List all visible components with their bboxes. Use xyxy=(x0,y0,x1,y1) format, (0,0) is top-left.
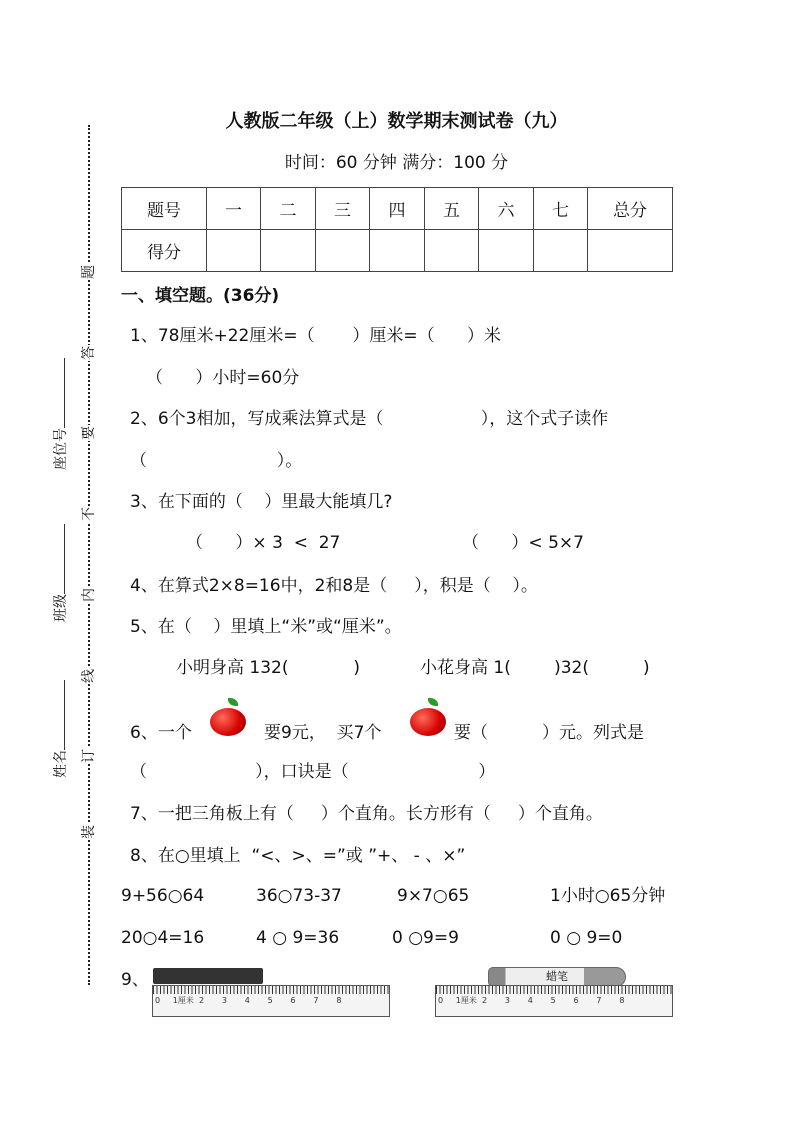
question-6-c: 要（ ）元。列式是 xyxy=(454,723,645,743)
header-cell: 总分 xyxy=(588,188,673,230)
score-cell[interactable] xyxy=(425,230,479,272)
score-cell[interactable] xyxy=(588,230,673,272)
compare-item: 4 ○ 9=36 xyxy=(256,928,340,948)
crayon-image xyxy=(488,967,626,987)
ruler-numbers: 0 1厘米 2 3 4 5 6 7 8 xyxy=(155,996,342,1005)
question-5-c: 小花身高 1( )32( ) xyxy=(420,658,650,678)
header-cell: 四 xyxy=(370,188,425,230)
header-cell: 三 xyxy=(316,188,370,230)
question-3-b: （ ）× 3 < 27 xyxy=(186,533,341,553)
class-label: 班级 xyxy=(53,594,69,622)
ruler-image xyxy=(152,985,390,1017)
header-cell: 七 xyxy=(534,188,588,230)
question-9: 9、 xyxy=(121,970,149,990)
question-1-b: （ ）小时=60分 xyxy=(146,368,300,388)
section-heading: 一、填空题。(36分) xyxy=(121,286,280,306)
question-2: 2、6个3相加，写成乘法算式是（ ），这个式子读作 xyxy=(130,409,609,429)
score-cell[interactable] xyxy=(207,230,261,272)
question-4: 4、在算式2×8=16中，2和8是（ ），积是（ ）。 xyxy=(130,576,538,596)
header-cell: 五 xyxy=(425,188,479,230)
compare-item: 1小时○65分钟 xyxy=(550,886,666,906)
question-6: 6、一个 xyxy=(130,723,192,743)
question-1: 1、78厘米+22厘米=（ ）厘米=（ ）米 xyxy=(130,326,502,346)
compare-item: 0 ○9=9 xyxy=(392,928,459,948)
score-cell[interactable] xyxy=(316,230,370,272)
seat-label: 座位号 xyxy=(53,428,69,470)
header-cell: 六 xyxy=(479,188,534,230)
exam-info: 时间：60 分钟 满分：100 分 xyxy=(284,153,509,173)
header-cell: 题号 xyxy=(122,188,207,230)
question-6-b: 要9元， 买7个 xyxy=(264,723,382,743)
compare-item: 20○4=16 xyxy=(121,928,205,948)
clip-image xyxy=(153,968,263,984)
seat-field[interactable] xyxy=(50,358,70,470)
header-cell: 一 xyxy=(207,188,261,230)
margin-char: 线 xyxy=(78,668,98,684)
header-cell: 二 xyxy=(261,188,316,230)
crayon-label: 蜡笔 xyxy=(546,970,568,983)
score-cell[interactable] xyxy=(370,230,425,272)
score-table xyxy=(121,187,673,272)
compare-item: 9+56○64 xyxy=(121,886,205,906)
ruler-numbers: 0 1厘米 2 3 4 5 6 7 8 xyxy=(438,996,625,1005)
score-cell[interactable] xyxy=(261,230,316,272)
compare-item: 0 ○ 9=0 xyxy=(550,928,623,948)
question-5: 5、在（ ）里填上“米”或“厘米”。 xyxy=(130,617,402,637)
apple-icon xyxy=(210,702,246,732)
binding-line xyxy=(88,125,90,985)
question-3-c: （ ）< 5×7 xyxy=(462,533,584,553)
margin-char: 要 xyxy=(78,425,98,441)
question-5-b: 小明身高 132( ) xyxy=(176,658,360,678)
margin-char: 订 xyxy=(78,748,98,764)
name-label: 姓名 xyxy=(53,750,69,778)
row-label: 得分 xyxy=(122,230,207,272)
name-field[interactable] xyxy=(50,680,70,778)
class-field[interactable] xyxy=(50,524,70,622)
apple-icon xyxy=(410,702,446,732)
page-title: 人教版二年级（上）数学期末测试卷（九） xyxy=(225,111,568,132)
margin-char: 内 xyxy=(78,587,98,603)
margin-char: 装 xyxy=(78,824,98,840)
margin-char: 题 xyxy=(78,264,98,280)
compare-item: 36○73-37 xyxy=(256,886,342,906)
score-cell[interactable] xyxy=(479,230,534,272)
question-3: 3、在下面的（ ）里最大能填几? xyxy=(130,492,393,512)
margin-char: 不 xyxy=(78,506,98,522)
question-2-b: （ ）。 xyxy=(130,451,303,471)
ruler-image xyxy=(435,985,673,1017)
question-7: 7、一把三角板上有（ ）个直角。长方形有（ ）个直角。 xyxy=(130,804,603,824)
compare-item: 9×7○65 xyxy=(397,886,470,906)
question-8: 8、在○里填上 “<、>、=”或 ”+、 - 、×” xyxy=(130,846,466,866)
question-6-d: （ ），口诀是（ ） xyxy=(130,762,496,782)
margin-char: 答 xyxy=(78,345,98,361)
score-cell[interactable] xyxy=(534,230,588,272)
